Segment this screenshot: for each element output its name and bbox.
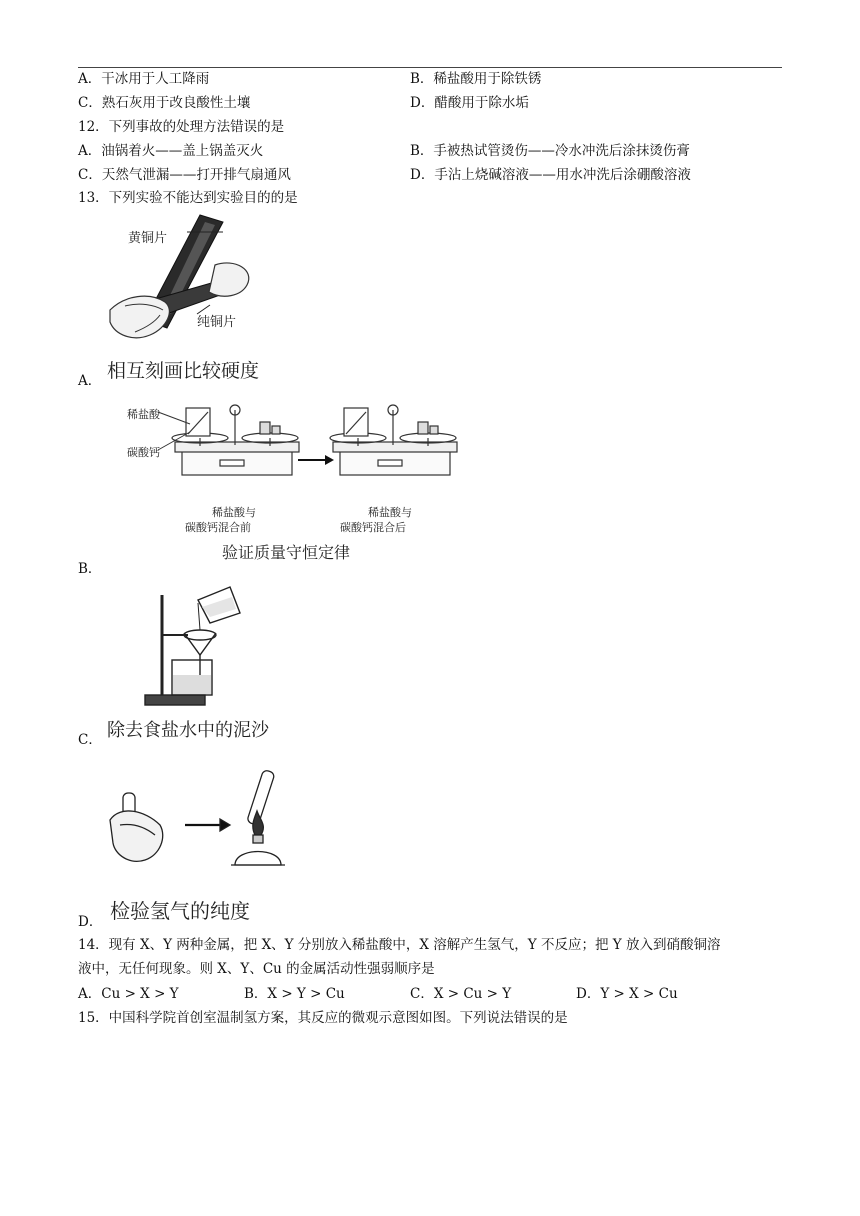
fig-b-label-caco3: 碳酸钙 [127,446,160,459]
q14-option-d[interactable]: D．Y > X > Cu [576,986,678,1002]
header-rule [78,67,782,68]
q14-option-c[interactable]: C．X > Cu > Y [410,986,512,1002]
fig-d-letter[interactable]: D． [78,914,103,930]
q11-option-b[interactable]: B．稀盐酸用于除铁锈 [410,71,542,87]
q14-option-a[interactable]: A．Cu > X > Y [78,986,179,1002]
fig-a-letter[interactable]: A． [78,373,102,389]
fig-b-after-2: 碳酸钙混合后 [340,521,406,534]
q12-option-a[interactable]: A．油锅着火——盖上锅盖灭火 [78,143,264,159]
q15-stem: 15．中国科学院首创室温制氢方案，其反应的微观示意图如图。下列说法错误的是 [78,1010,568,1026]
q12-option-c[interactable]: C．天然气泄漏——打开排气扇通风 [78,167,291,183]
fig-b-before-1: 稀盐酸与 [212,506,256,519]
fig-a-caption: 相互刻画比较硬度 [107,360,260,382]
q11-option-c[interactable]: C．熟石灰用于改良酸性土壤 [78,95,251,111]
fig-b-caption: 验证质量守恒定律 [222,543,351,562]
q14-option-b[interactable]: B．X > Y > Cu [244,986,345,1002]
q12-stem: 12．下列事故的处理方法错误的是 [78,119,285,135]
figure-d-hydrogen-purity-test [105,765,305,875]
q14-stem-line2: 液中，无任何现象。则 X、Y、Cu 的金属活动性强弱顺序是 [78,961,435,977]
fig-c-letter[interactable]: C． [78,732,102,748]
fig-a-label-brass: 黄铜片 [128,231,168,246]
q14-stem-line1: 14．现有 X、Y 两种金属，把 X、Y 分别放入稀盐酸中，X 溶解产生氢气，Y 不反应；把 Y 放入到硝酸铜溶 [78,937,721,953]
fig-b-before-2: 碳酸钙混合前 [185,521,251,534]
q12-option-d[interactable]: D．手沾上烧碱溶液——用水冲洗后涂硼酸溶液 [410,167,691,183]
q13-stem: 13．下列实验不能达到实验目的的是 [78,190,298,206]
figure-b-balance-experiment [120,400,450,520]
figure-c-filtration-setup [140,575,260,715]
q11-option-d[interactable]: D．醋酸用于除水垢 [410,95,529,111]
q11-option-a[interactable]: A．干冰用于人工降雨 [78,71,210,87]
fig-d-caption: 检验氢气的纯度 [110,899,250,923]
fig-a-label-copper: 纯铜片 [197,315,237,330]
fig-b-letter[interactable]: B． [78,561,102,577]
fig-b-after-1: 稀盐酸与 [368,506,412,519]
q12-option-b[interactable]: B．手被热试管烫伤——冷水冲洗后涂抹烫伤膏 [410,143,690,159]
fig-b-label-acid: 稀盐酸 [127,408,160,421]
fig-c-caption: 除去食盐水中的泥沙 [107,720,269,741]
